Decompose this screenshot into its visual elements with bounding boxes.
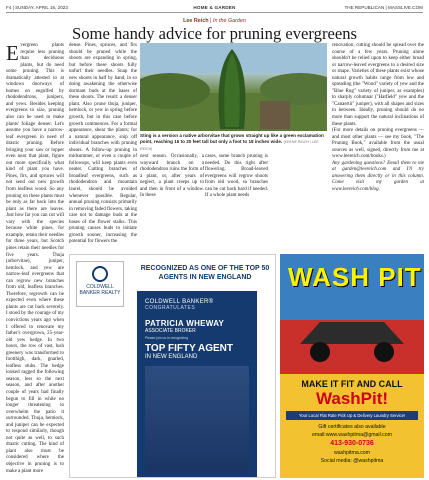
email-link[interactable]: email:www.washpitma@gmail.com xyxy=(312,432,392,438)
ad-headline: RECOGNIZED AS ONE OF THE TOP 50 AGENTS IN NEW ENGLAND xyxy=(140,265,270,281)
photo-credit: (KEENE REICH / LEE REICH) xyxy=(140,139,319,151)
reader-invite: Any gardening questions? Email them to me at garden@leereich.com and I'll try answering them directly or in this column. Come visit my garden at www.leereich.com/blog. xyxy=(332,160,424,193)
top-fifty-text: TOP FIFTY AGENT xyxy=(145,343,233,354)
drop-cap: E xyxy=(6,41,19,65)
congrats-text: CONGRATULATES xyxy=(145,305,196,311)
page-date: F4 | SUNDAY, APRIL 16, 2023 xyxy=(6,5,68,10)
social-handle: Social media: @washpitma xyxy=(320,458,384,464)
logo-text: COLDWELL BANKER REALTY xyxy=(79,284,121,296)
section-title: HOME & GARDEN xyxy=(193,5,236,10)
agent-photo xyxy=(145,366,249,474)
byline-separator: | xyxy=(210,18,213,24)
caption-text: Sting is a version a native arborvitae that grows straight up like a green exclamation point, reaching 15 to 20 feet tall but only a foot to 18 inches wide. xyxy=(140,133,324,144)
make-it-fit-text: MAKE IT FIT AND CALL xyxy=(301,379,403,389)
washpit-logo: WASH PIT xyxy=(288,262,422,292)
agent-title: ASSOCIATE BROKER xyxy=(145,328,196,334)
website-link[interactable]: washpitma.com xyxy=(333,450,371,456)
recognition-text: Please join us in recognizing xyxy=(145,336,188,340)
service-banner: Your Local Flat Rate Pick Up & Delivery Laundry Service! xyxy=(286,411,418,420)
photo-caption xyxy=(140,133,327,152)
washpit-car-image xyxy=(280,254,424,374)
coldwell-banker-logo xyxy=(76,261,124,307)
agent-name: PATRICIA WHEWAY xyxy=(145,319,225,328)
masthead xyxy=(6,4,423,13)
article-text: next season. Occasionally, a wayward branch on a rhododendron ruins the form of a plant, or, after years of neglect, a plant creeps up to and then in front of a window. In these xyxy=(140,154,204,199)
article-text: vergreen plants require less pruning than deciduous plants, but do need some pruning. This is dramatically attested to at windows doorways of homes on engulfed by rhododendrons, junipers, and yews. Besides keeping evergreens to size, pruning also can be used to make plants' foliage denser. Let's assume you have a narrow-leaf evergreen in need of drastic pruning. Before bringing your saw or lopper even near that plant, figure out more specifically what kind of plant you have. Pines, firs, and spruces will not send out new growth from leafless wood. So any pruning on these plants must be only as far back into the plant as there are leaves. Just how far you can cut will vary with the species because white pines, for example, retain their needles for three years, but Scotch pines retain their needles for five years. Thuja (arborvitae), juniper, hemlock, and yew are narrow-leaf evergreens that can regrow new branches from old, leafless branches. Therefore, regrowth can be expected even where these plants are cut back severely. I stood by the courage of my convictions years ago when I offered to renovate my father's overgrown, 25-year-old yew hedge. In two hours, the row of vast, lush greenery was transformed to footthigh, dark, gnarled, leafless stubs. The hedge looked ragged the following season, less so the next season, and after another couple of years had finally begun to fill in while no longer threatening to overwhelm the patio it surrounded. Thuja, hemlock, and juniper can be expected to respond similarly, though not quite as well, to such drastic cutting. The kind of plant also must be considered where the objective in pruning is to make a plant more xyxy=(6,43,64,474)
article-text: cases, some branch pruning is needed. Do this right after flowering. Broad-leaved evergreens will regrow shoots from old wood, so branches can be cut back hard if needed. If a whole plant needs xyxy=(205,154,268,199)
region-text: IN NEW ENGLAND xyxy=(145,354,198,360)
washpit-ad[interactable] xyxy=(280,254,424,478)
arborvitae-illustration xyxy=(140,43,327,131)
phone-number[interactable]: 413-930-0736 xyxy=(330,440,374,447)
coldwell-banker-ad[interactable] xyxy=(69,254,276,478)
cb-logo-icon xyxy=(92,266,108,282)
arborvitae-photo xyxy=(140,43,327,131)
article-column-3 xyxy=(140,154,204,234)
article-column-1 xyxy=(6,41,64,474)
article-text: dense. Pines, spruces, and firs should be pruned while the shoots are expanding in spring, but before these shoots fully unfurl their needles. Snap the new shoots in half by hand, in so doing awakening the otherwise dormant buds at the bases of these shoots. The result: a denser plant. Also prune thuja, juniper, hemlock, or yew in spring before growth, but in this case before growth commences. For a formal appearance, shear the plants; for a natural appearance, snip off individual branches with pruning shears. A follow-up pruning in midsummer, or even a couple of followups, will keep plants even neater. Cutting branches of broadleaf evergreens, such as rhododendron and mountain laurel, should be avoided whenever possible. Regular, annual pruning consists primarily in removing faded flowers, taking care not to damage buds at the bases of the flower stalks. This pruning causes buds to initiate growth sooner, increasing the potential for flowers the xyxy=(69,43,137,245)
article-headline: Some handy advice for pruning evergreens xyxy=(72,24,357,43)
column-name: In the Garden xyxy=(212,18,246,24)
washpit-brand: WashPit! xyxy=(315,389,389,408)
article-text: renovation, cutting should be spread over the course of a few years. Pruning alone shouldn't be relied upon to keep either broad or narrow-leaved evergreens to a desired size or shape. Varieties of these plants exist whose natural growth habits range from low and spreading (the "Wood" variety of yew and the "Blue Rug" variety of juniper, as examples) to sharply columnar ("Hatfield" yew and the "Canaertii" juniper), with all shapes and sizes in between. Ideally, pruning should do no more than support the natural inclinations of these plants. xyxy=(332,43,424,127)
gift-text: Gift certificates also available xyxy=(318,424,386,430)
publication-name: THE REPUBLICAN | MASSLIVE.COM xyxy=(344,5,423,10)
book-note: (For more details on pruning evergreens — and most other plants — see my book, "The Pruning Book," available from the usual sources as well, signed, directly from me at www.leereich.com/books.) xyxy=(332,128,424,160)
author-name: Lee Reich xyxy=(183,18,209,24)
brand-name: COLDWELL BANKER® xyxy=(145,299,214,305)
article-column-2 xyxy=(69,43,137,245)
agent-card xyxy=(137,291,257,477)
article-column-4 xyxy=(205,154,268,234)
